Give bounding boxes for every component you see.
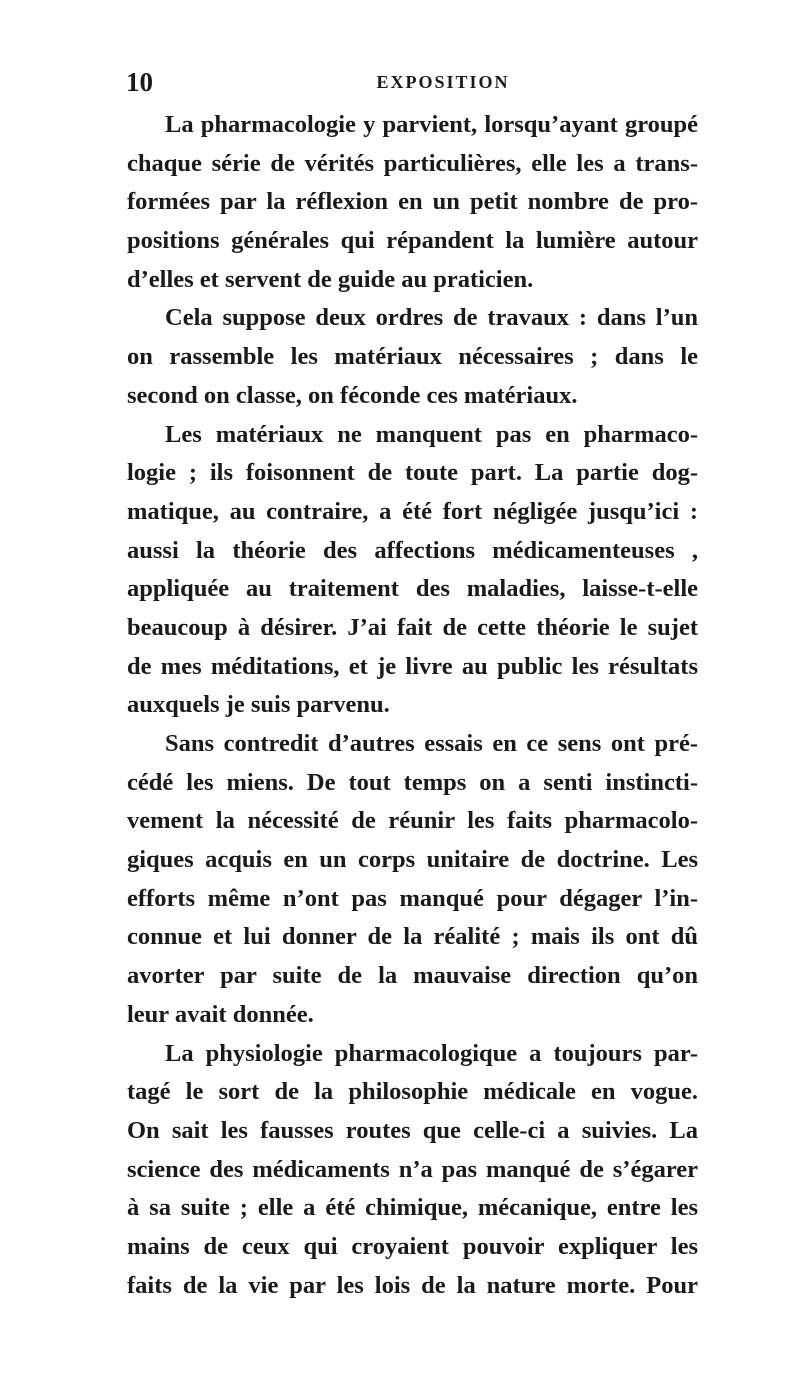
text-line: vement la nécessité de réunir les faits pharmacolo- — [127, 807, 698, 835]
page-number: 10 — [126, 67, 153, 97]
text-line: cédé les miens. De tout temps on a senti instincti- — [127, 768, 698, 796]
text-line: on rassemble les matériaux nécessaires ; dans le — [127, 343, 698, 371]
text-line: Cela suppose deux ordres de travaux : dans l’un — [165, 304, 698, 332]
text-line: beaucoup à désirer. J’ai fait de cette théorie le sujet — [127, 613, 698, 641]
text-line: auxquels je suis parvenu. — [127, 691, 390, 719]
text-line: giques acquis en un corps unitaire de doctrine. Les — [127, 846, 698, 874]
text-line: Les matériaux ne manquent pas en pharmaco- — [165, 420, 698, 448]
text-line: Sans contredit d’autres essais en ce sens ont pré- — [165, 730, 698, 757]
text-line: efforts même n’ont pas manqué pour dégager l’in- — [127, 884, 698, 912]
text-line: avorter par suite de la mauvaise direction qu’on — [127, 962, 698, 990]
text-line: formées par la réflexion en un petit nombre de pro- — [127, 188, 698, 216]
text-line: aussi la théorie des affections médicamenteuses , — [127, 536, 698, 564]
text-line: mains de ceux qui croyaient pouvoir expliquer les — [127, 1232, 698, 1260]
text-line: positions générales qui répandent la lumière autour — [127, 227, 698, 255]
text-line: faits de la vie par les lois de la nature morte. Pour — [127, 1271, 698, 1299]
running-title: EXPOSITION — [376, 72, 510, 92]
body-text — [127, 106, 698, 1305]
text-line: chaque série de vérités particulières, elle les a trans- — [127, 149, 698, 177]
text-line: science des médicaments n’a pas manqué de s’égarer — [127, 1155, 698, 1183]
text-line: appliquée au traitement des maladies, laisse-t-elle — [127, 575, 698, 603]
text-line: matique, au contraire, a été fort négligée jusqu’ici : — [127, 497, 698, 525]
text-line: La physiologie pharmacologique a toujours par- — [165, 1039, 698, 1067]
text-line: d’elles et servent de guide au praticien. — [127, 265, 534, 293]
text-line: de mes méditations, et je livre au public les résultats — [127, 652, 698, 680]
text-line: connue et lui donner de la réalité ; mais ils ont dû — [127, 923, 698, 951]
text-line: On sait les fausses routes que celle-ci a suivies. La — [127, 1116, 698, 1144]
page-header — [126, 64, 700, 100]
text-line: tagé le sort de la philosophie médicale en vogue. — [127, 1078, 698, 1106]
text-line: à sa suite ; elle a été chimique, mécanique, entre les — [127, 1194, 698, 1222]
text-line: logie ; ils foisonnent de toute part. La partie dog- — [127, 459, 698, 487]
text-line: second on classe, on féconde ces matériaux. — [127, 381, 578, 409]
text-line: leur avait donnée. — [127, 1000, 314, 1028]
text-line: La pharmacologie y parvient, lorsqu’ayant groupé — [165, 111, 698, 138]
